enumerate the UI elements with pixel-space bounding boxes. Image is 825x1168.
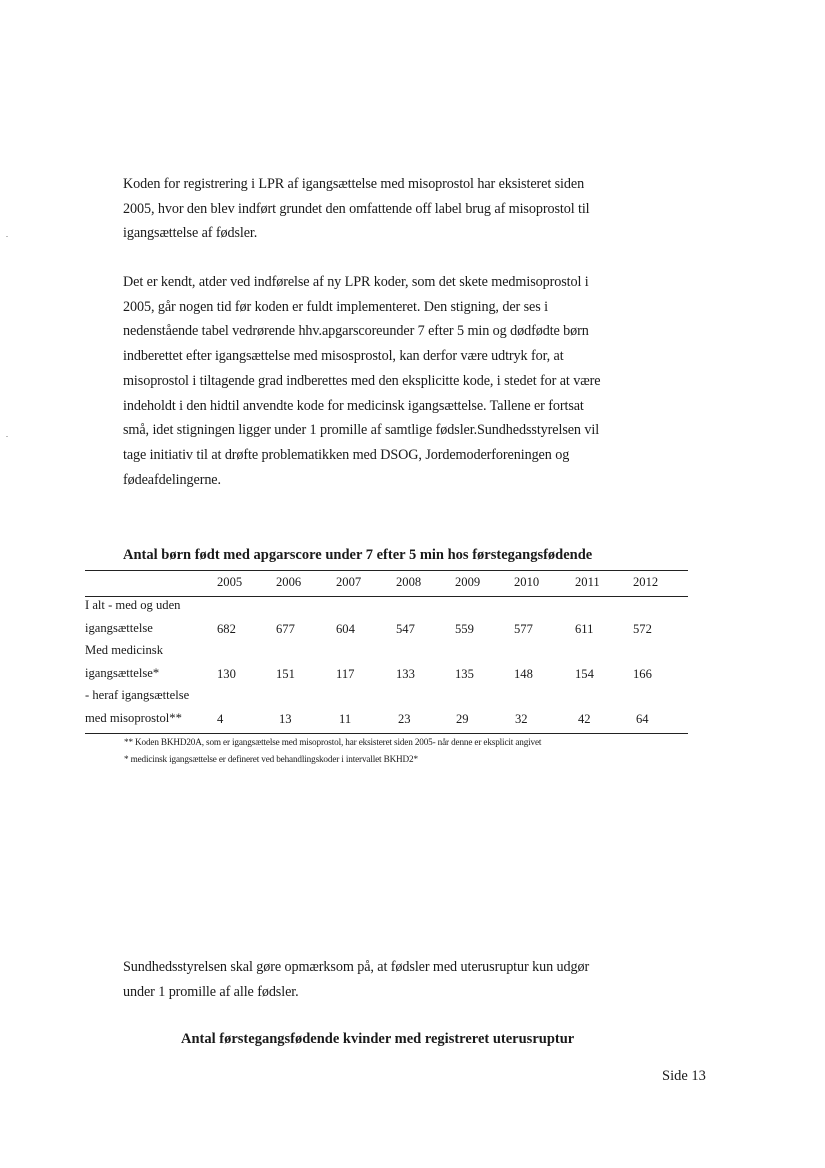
paragraph-2	[123, 270, 643, 492]
row-label-line: med misoprostol**	[85, 710, 182, 725]
paragraph-line: tage initiativ til at drøfte problematikken med DSOG, Jordemoderforeningen og	[123, 446, 570, 463]
paragraph-line: nedenstående tabel vedrørende hhv.apgarscoreunder 7 efter 5 min og dødfødte børn	[123, 323, 589, 340]
row-label-line: Med medicinsk	[85, 643, 163, 657]
paragraph-line: misoprostol i tiltagende grad indberettes med den eksplicitte kode, i stedet for at være	[123, 372, 601, 389]
table-cell: 559	[455, 622, 474, 636]
page-number: Side 13	[662, 1068, 706, 1084]
table-cell: 547	[396, 622, 415, 636]
scan-speck	[6, 236, 8, 237]
year-header: 2011	[575, 575, 600, 589]
table-cell: 32	[515, 712, 528, 726]
table-title: Antal børn født med apgarscore under 7 efter 5 min hos førstegangsfødende	[123, 547, 593, 563]
paragraph-line: små, idet stigningen ligger under 1 promille af samtlige fødsler.Sundhedsstyrelsen vil	[123, 422, 600, 439]
table-cell: 577	[514, 622, 533, 636]
table-cell: 130	[217, 667, 236, 681]
paragraph-1	[123, 172, 643, 246]
table-cell: 135	[455, 667, 474, 681]
row-label-line: igangsættelse	[85, 620, 153, 635]
table-cell: 154	[575, 667, 594, 681]
table-cell: 133	[396, 667, 415, 681]
table-cell: 682	[217, 622, 236, 636]
table-cell: 148	[514, 667, 533, 681]
year-header: 2005	[217, 575, 243, 589]
table-cell: 151	[276, 667, 295, 681]
paragraph-line: 2005, går nogen tid før koden er fuldt implementeret. Den stigning, der ses i	[123, 298, 548, 315]
table-top-rule	[85, 570, 688, 571]
table-cell: 117	[336, 667, 355, 681]
table-cell: 29	[456, 712, 469, 726]
table-cell: 11	[339, 712, 352, 726]
year-header: 2008	[396, 575, 422, 589]
row-label	[85, 684, 189, 729]
paragraph-line: Sundhedsstyrelsen skal gøre opmærksom på, at fødsler med uterusruptur kun udgør	[123, 959, 590, 975]
paragraph-line: indeholdt i den hidtil anvendte kode for medicinsk igangsættelse. Tallene er fortsat	[123, 397, 584, 414]
table-cell: 611	[575, 622, 594, 636]
row-label-line: I alt - med og uden	[85, 598, 181, 612]
row-label-line: - heraf igangsættelse	[85, 688, 190, 702]
table-cell: 23	[398, 712, 411, 726]
table-cell: 13	[279, 712, 292, 726]
paragraph-line: indberettet efter igangsættelse med misosprostol, kan derfor være udtryk for, at	[123, 348, 564, 365]
year-header: 2012	[633, 575, 659, 589]
year-header: 2006	[276, 575, 302, 589]
paragraph-line: Koden for registrering i LPR af igangsættelse med misoprostol har eksisteret siden	[123, 176, 585, 192]
paragraph-line: Det er kendt, atder ved indførelse af ny LPR koder, som det skete medmisoprostol i	[123, 274, 589, 290]
table-cell: 42	[578, 712, 591, 726]
year-header: 2009	[455, 575, 481, 589]
table-cell: 677	[276, 622, 295, 636]
table-cell: 64	[636, 712, 649, 726]
table-cell: 4	[217, 712, 224, 726]
paragraph-line: 2005, hvor den blev indført grundet den omfattende off label brug af misoprostol til	[123, 200, 590, 217]
scan-speck	[6, 436, 8, 437]
table-cell: 604	[336, 622, 355, 636]
row-label-line: igangsættelse*	[85, 665, 160, 680]
table-footnote: ** Koden BKHD20A, som er igangsættelse med misoprostol, har eksisteret siden 2005- når denne er eksplicit angivet	[124, 737, 542, 747]
paragraph-line: under 1 promille af alle fødsler.	[123, 983, 299, 1000]
paragraph-line: fødeafdelingerne.	[123, 471, 221, 488]
table-bottom-rule	[85, 733, 688, 734]
row-label	[85, 639, 163, 684]
table-cell: 166	[633, 667, 652, 681]
year-header: 2010	[514, 575, 540, 589]
paragraph-3	[123, 955, 643, 1004]
table-cell: 572	[633, 622, 652, 636]
year-header: 2007	[336, 575, 362, 589]
row-label	[85, 594, 180, 639]
section-subtitle: Antal førstegangsfødende kvinder med registreret uterusruptur	[181, 1031, 575, 1047]
paragraph-line: igangsættelse af fødsler.	[123, 225, 258, 242]
table-footnote: * medicinsk igangsættelse er defineret ved behandlingskoder i intervallet BKHD2*	[124, 754, 418, 764]
